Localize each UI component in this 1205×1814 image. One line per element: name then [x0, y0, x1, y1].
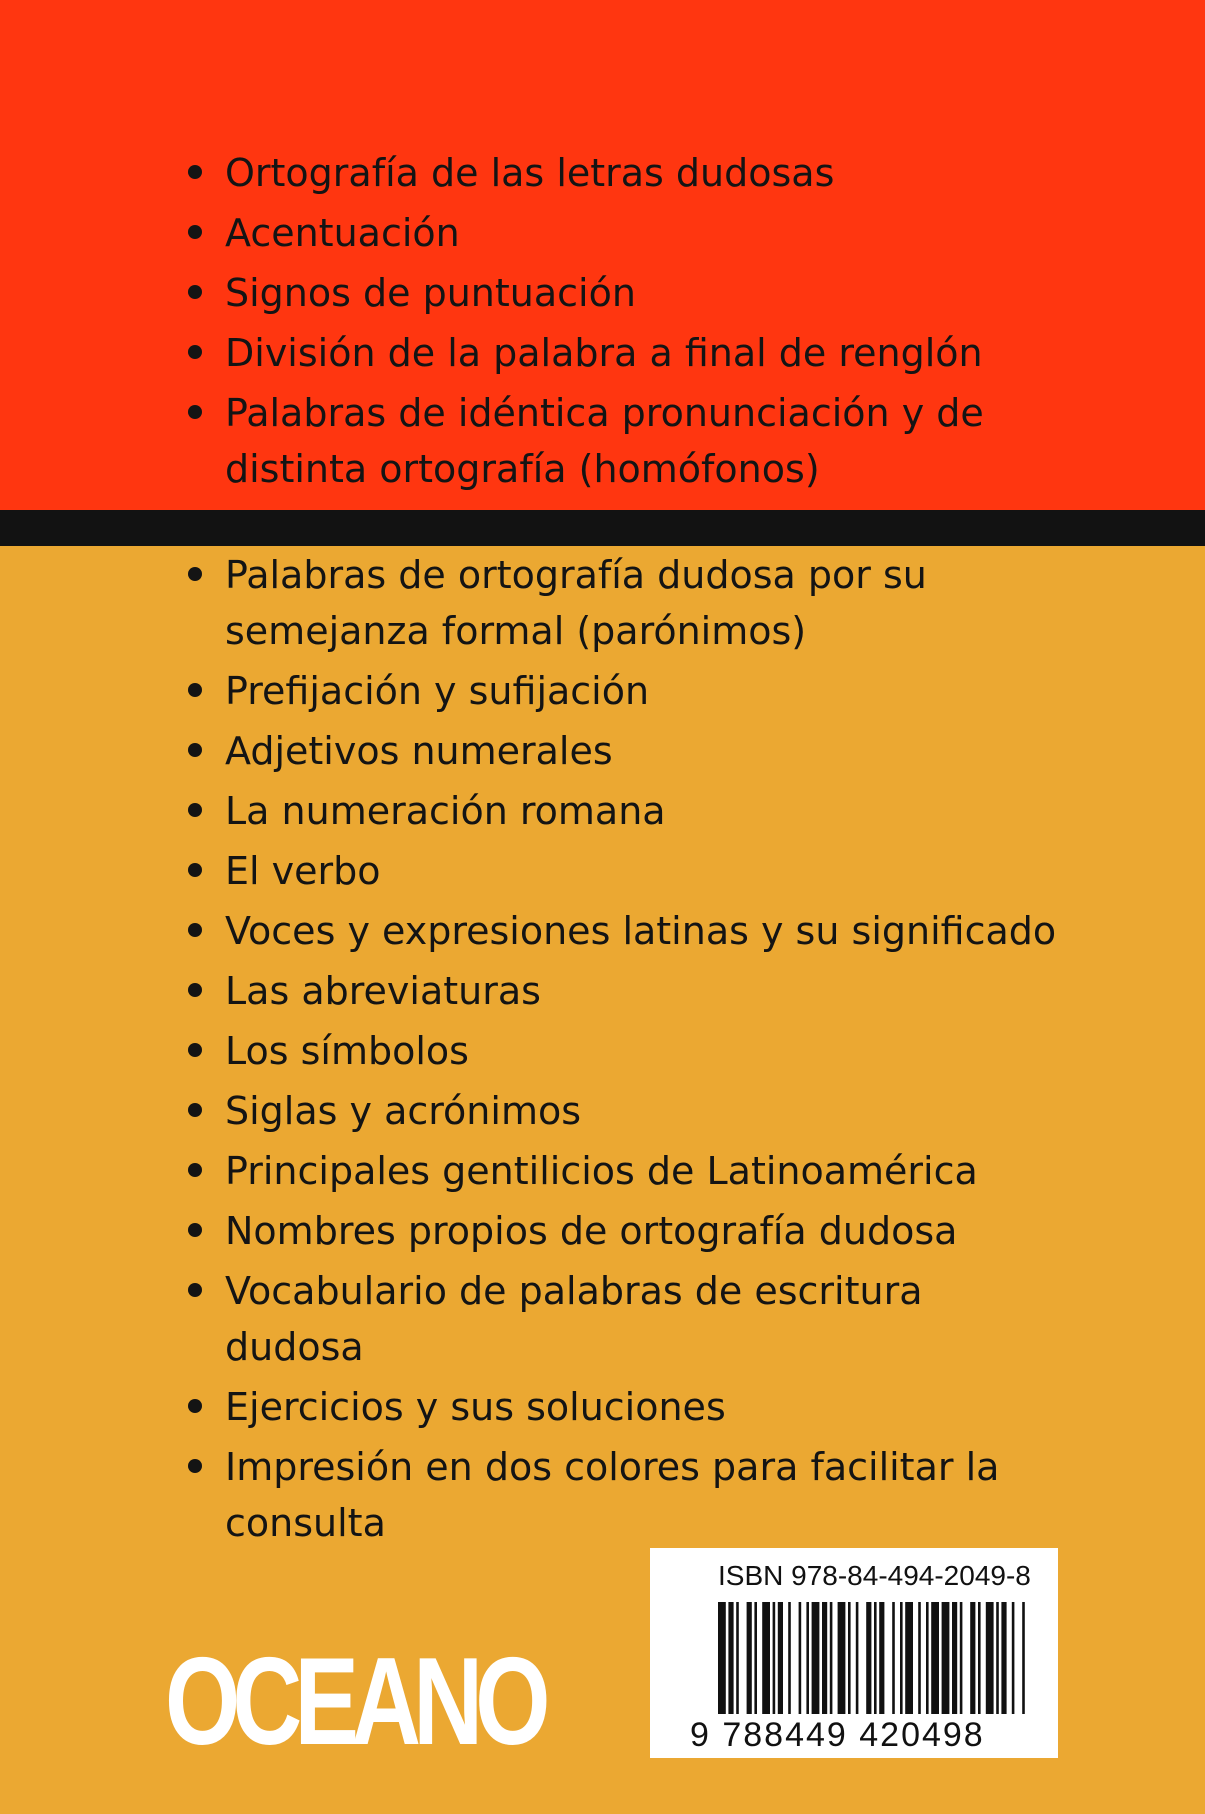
barcode-bar	[952, 1602, 957, 1714]
publisher-logo: OCEANO	[165, 1633, 543, 1771]
bullet-icon	[188, 567, 202, 581]
barcode-bar	[848, 1602, 851, 1714]
list-item: Nombres propios de ortografía dudosa	[180, 1203, 1060, 1259]
barcode-bar	[874, 1602, 877, 1714]
bullet-icon	[188, 165, 202, 179]
barcode-number: 9 788449 420498	[690, 1716, 985, 1754]
bullet-icon	[188, 1043, 202, 1057]
barcode-bar	[970, 1602, 975, 1714]
list-item: Las abreviaturas	[180, 963, 1060, 1019]
bullet-icon	[188, 1399, 202, 1413]
list-item: El verbo	[180, 843, 1060, 899]
barcode-bar	[718, 1602, 726, 1714]
barcode-bar	[978, 1602, 981, 1714]
barcode-bar	[788, 1602, 791, 1714]
barcode-bar	[918, 1602, 921, 1714]
bullet-icon	[188, 743, 202, 757]
barcode-bar	[754, 1602, 757, 1714]
bullet-icon	[188, 405, 202, 419]
barcode-bar	[866, 1602, 871, 1714]
barcode-bar	[900, 1602, 903, 1714]
list-item: Acentuación	[180, 205, 1060, 261]
barcode-bar	[942, 1602, 950, 1714]
barcode-bar	[1022, 1602, 1025, 1714]
barcode-bar	[747, 1602, 752, 1714]
barcode-bar	[1012, 1602, 1015, 1714]
barcode-bar	[856, 1602, 859, 1714]
barcode-bar	[996, 1602, 999, 1714]
bullet-icon	[188, 923, 202, 937]
list-item: Voces y expresiones latinas y su significado	[180, 903, 1060, 959]
barcode-label	[650, 1548, 1058, 1758]
barcode-bar	[778, 1602, 783, 1714]
barcode-bar	[728, 1602, 733, 1714]
divider-strip	[0, 510, 1205, 546]
barcode-bar	[762, 1602, 770, 1714]
isbn-text: ISBN 978-84-494-2049-8	[718, 1560, 1031, 1591]
bullet-icon	[188, 1103, 202, 1117]
list-item: Los símbolos	[180, 1023, 1060, 1079]
bullet-icon	[188, 1223, 202, 1237]
bullet-icon	[188, 683, 202, 697]
barcode-bar	[799, 1602, 802, 1714]
bullet-icon	[188, 285, 202, 299]
list-item: La numeración romana	[180, 783, 1060, 839]
list-item: Prefijación y sufijación	[180, 663, 1060, 719]
barcode-bar	[736, 1602, 739, 1714]
bullet-icon	[188, 1283, 202, 1297]
bullet-icon	[188, 1459, 202, 1473]
barcode-bar	[905, 1602, 913, 1714]
barcode-bars	[718, 1602, 1028, 1714]
bullet-icon	[188, 1163, 202, 1177]
bullet-icon	[188, 345, 202, 359]
barcode-bar	[931, 1602, 939, 1714]
list-item: Palabras de idéntica pronunciación y de distinta ortografía (homófonos)	[180, 385, 1060, 497]
list-item: Signos de puntuación	[180, 265, 1060, 321]
barcode-bar	[879, 1602, 884, 1714]
list-item: Ortografía de las letras dudosas	[180, 145, 1060, 201]
barcode-bar	[806, 1602, 809, 1714]
bullet-icon	[188, 863, 202, 877]
list-item: Palabras de ortografía dudosa por su semejanza formal (parónimos)	[180, 547, 1060, 659]
top-topic-list	[180, 145, 1060, 501]
list-item: Principales gentilicios de Latinoamérica	[180, 1143, 1060, 1199]
list-item: Adjetivos numerales	[180, 723, 1060, 779]
barcode-bar	[812, 1602, 820, 1714]
barcode-bar	[960, 1602, 963, 1714]
bottom-topic-list	[180, 547, 1060, 1555]
list-item: Siglas y acrónimos	[180, 1083, 1060, 1139]
barcode-bar	[773, 1602, 776, 1714]
list-item: División de la palabra a final de renglón	[180, 325, 1060, 381]
barcode-bar	[892, 1602, 895, 1714]
barcode-bar	[822, 1602, 827, 1714]
barcode-bar	[926, 1602, 929, 1714]
list-item: Vocabulario de palabras de escritura dudosa	[180, 1263, 1060, 1375]
barcode-bar	[986, 1602, 994, 1714]
list-item: Ejercicios y sus soluciones	[180, 1379, 1060, 1435]
barcode-bar	[830, 1602, 833, 1714]
bullet-icon	[188, 803, 202, 817]
barcode-bar	[838, 1602, 846, 1714]
bullet-icon	[188, 983, 202, 997]
bullet-icon	[188, 225, 202, 239]
barcode-bar	[1001, 1602, 1006, 1714]
list-item: Impresión en dos colores para facilitar la consulta	[180, 1439, 1060, 1551]
